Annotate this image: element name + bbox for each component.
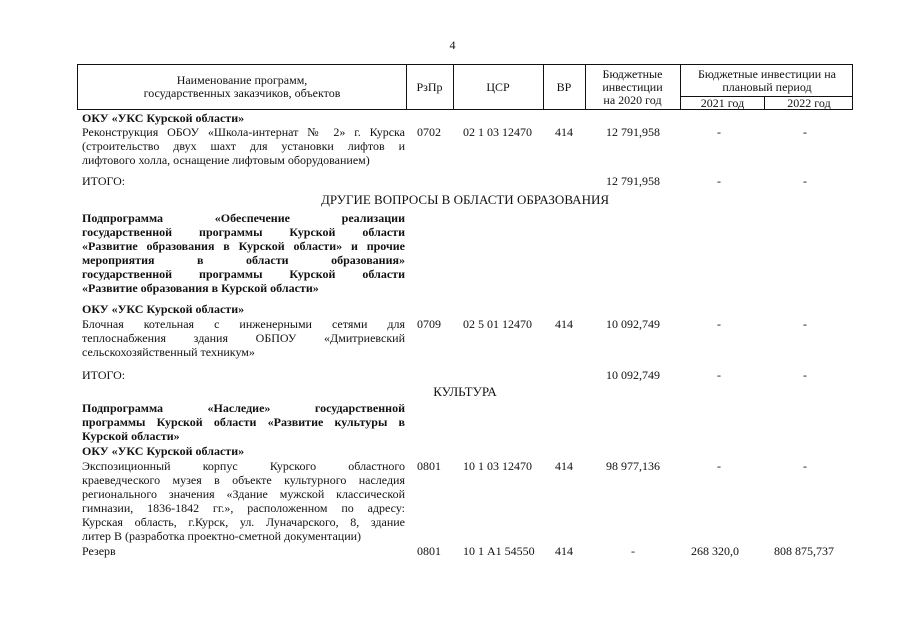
block2-object-line-3: сельскохозяйственный техникум» <box>82 345 255 359</box>
block2-subprogram-line-4: мероприятия в области образования» <box>82 253 405 267</box>
page-number: 4 <box>449 38 456 52</box>
block2-v2021: - <box>717 317 721 331</box>
table-header <box>77 64 853 110</box>
block1-v2020: 12 791,958 <box>606 125 660 139</box>
block1-vr: 414 <box>555 125 573 139</box>
block2-object-line-2: теплоснабжения здания ОБПОУ «Дмитриевский <box>82 331 405 345</box>
header-invest-line-1: Бюджетные <box>602 66 663 81</box>
block1-total-2020: 12 791,958 <box>606 174 660 188</box>
header-year-2022: 2022 год <box>787 96 831 110</box>
block2-csr: 02 5 01 12470 <box>463 317 532 331</box>
block1-total-2021: - <box>717 174 721 188</box>
block1-v2022: - <box>803 125 807 139</box>
block3-v2022: - <box>803 459 807 473</box>
header-year-2021: 2021 год <box>700 96 745 110</box>
block2-v2020: 10 092,749 <box>606 317 660 331</box>
reserve-v2022: 808 875,737 <box>774 544 834 558</box>
header-name-line-1: Наименование программ, <box>176 73 308 87</box>
block2-total-2020: 10 092,749 <box>606 368 660 382</box>
header-planned <box>681 68 853 94</box>
header-name-col <box>78 65 406 109</box>
section-heading-culture: КУЛЬТУРА <box>433 384 497 399</box>
block1-rzpr: 0702 <box>417 125 441 139</box>
block2-subprogram-line-6: «Развитие образования в Курской области» <box>82 281 319 295</box>
block2-total-2022: - <box>803 368 807 382</box>
block3-subprogram-line-1: Подпрограмма «Наследие» государственной <box>82 401 405 415</box>
block3-object-line-4: гимназии, 1836-1842 гг.», расположенном по адресу: <box>82 501 405 515</box>
header-invest-line-3: на 2020 год <box>603 92 662 107</box>
block3-object-line-6: литер В (разработка проектно-сметной документации) <box>82 529 362 543</box>
header-planned-line-2: плановый период <box>722 80 812 94</box>
block2-subprogram-line-2: государственной программы Курской области <box>82 225 405 239</box>
header-invest-line-2: инвестиции <box>602 79 663 94</box>
block3-csr: 10 1 03 12470 <box>463 459 532 473</box>
header-rzpr: РзПр <box>416 79 443 94</box>
block1-object-line-3: лифтового холла, оснащение лифтовым оборудованием) <box>82 153 370 167</box>
block3-object-line-2: краеведческого музея в объекте культурного наследия <box>82 473 405 487</box>
reserve-v2021: 268 320,0 <box>691 544 739 558</box>
block2-total-2021: - <box>717 368 721 382</box>
block3-v2021: - <box>717 459 721 473</box>
header-csr: ЦСР <box>486 79 510 94</box>
block2-org: ОКУ «УКС Курской области» <box>82 302 245 316</box>
block3-subprogram-line-3: Курской области» <box>82 429 180 443</box>
block2-object-line-1: Блочная котельная с инженерными сетями для <box>82 317 405 331</box>
block1-object-line-2: (строительство двух шахт для установки лифтов и <box>82 139 405 153</box>
block3-object-line-1: Экспозиционный корпус Курского областного <box>82 459 405 473</box>
block3-v2020: 98 977,136 <box>606 459 660 473</box>
block1-org: ОКУ «УКС Курской области» <box>82 111 245 125</box>
block1-v2021: - <box>717 125 721 139</box>
header-invest-2020 <box>585 65 680 109</box>
reserve-rzpr: 0801 <box>417 544 441 558</box>
block3-object-line-3: регионального значения «Здание мужской классической <box>82 487 405 501</box>
block2-v2022: - <box>803 317 807 331</box>
header-vr: ВР <box>556 79 572 94</box>
block2-subprogram-line-1: Подпрограмма «Обеспечение реализации <box>82 211 405 225</box>
block1-total-label: ИТОГО: <box>82 174 126 188</box>
section-heading-education: ДРУГИЕ ВОПРОСЫ В ОБЛАСТИ ОБРАЗОВАНИЯ <box>320 192 610 207</box>
block2-vr: 414 <box>555 317 573 331</box>
block2-total-label: ИТОГО: <box>82 368 126 382</box>
block2-subprogram-line-3: «Развитие образования в Курской области» и прочие <box>82 239 405 253</box>
reserve-vr: 414 <box>555 544 573 558</box>
block1-total-2022: - <box>803 174 807 188</box>
block3-rzpr: 0801 <box>417 459 441 473</box>
block3-org: ОКУ «УКС Курской области» <box>82 444 245 458</box>
block3-subprogram-line-2: программы Курской области «Развитие культуры в <box>82 415 405 429</box>
block1-csr: 02 1 03 12470 <box>463 125 532 139</box>
block1-object-line-1: Реконструкция ОБОУ «Школа-интернат № 2» г. Курска <box>82 125 405 139</box>
reserve-label: Резерв <box>82 544 116 558</box>
block3-object-line-5: Курская область, г.Курск, ул. Луначарского, 8, здание <box>82 515 405 529</box>
reserve-csr: 10 1 А1 54550 <box>463 544 535 558</box>
header-name-line-2: государственных заказчиков, объектов <box>143 86 341 100</box>
block3-vr: 414 <box>555 459 573 473</box>
block2-rzpr: 0709 <box>417 317 441 331</box>
block2-subprogram-line-5: государственной программы Курской области <box>82 267 405 281</box>
reserve-v2020: - <box>631 544 635 558</box>
header-planned-line-1: Бюджетные инвестиции на <box>698 67 836 81</box>
